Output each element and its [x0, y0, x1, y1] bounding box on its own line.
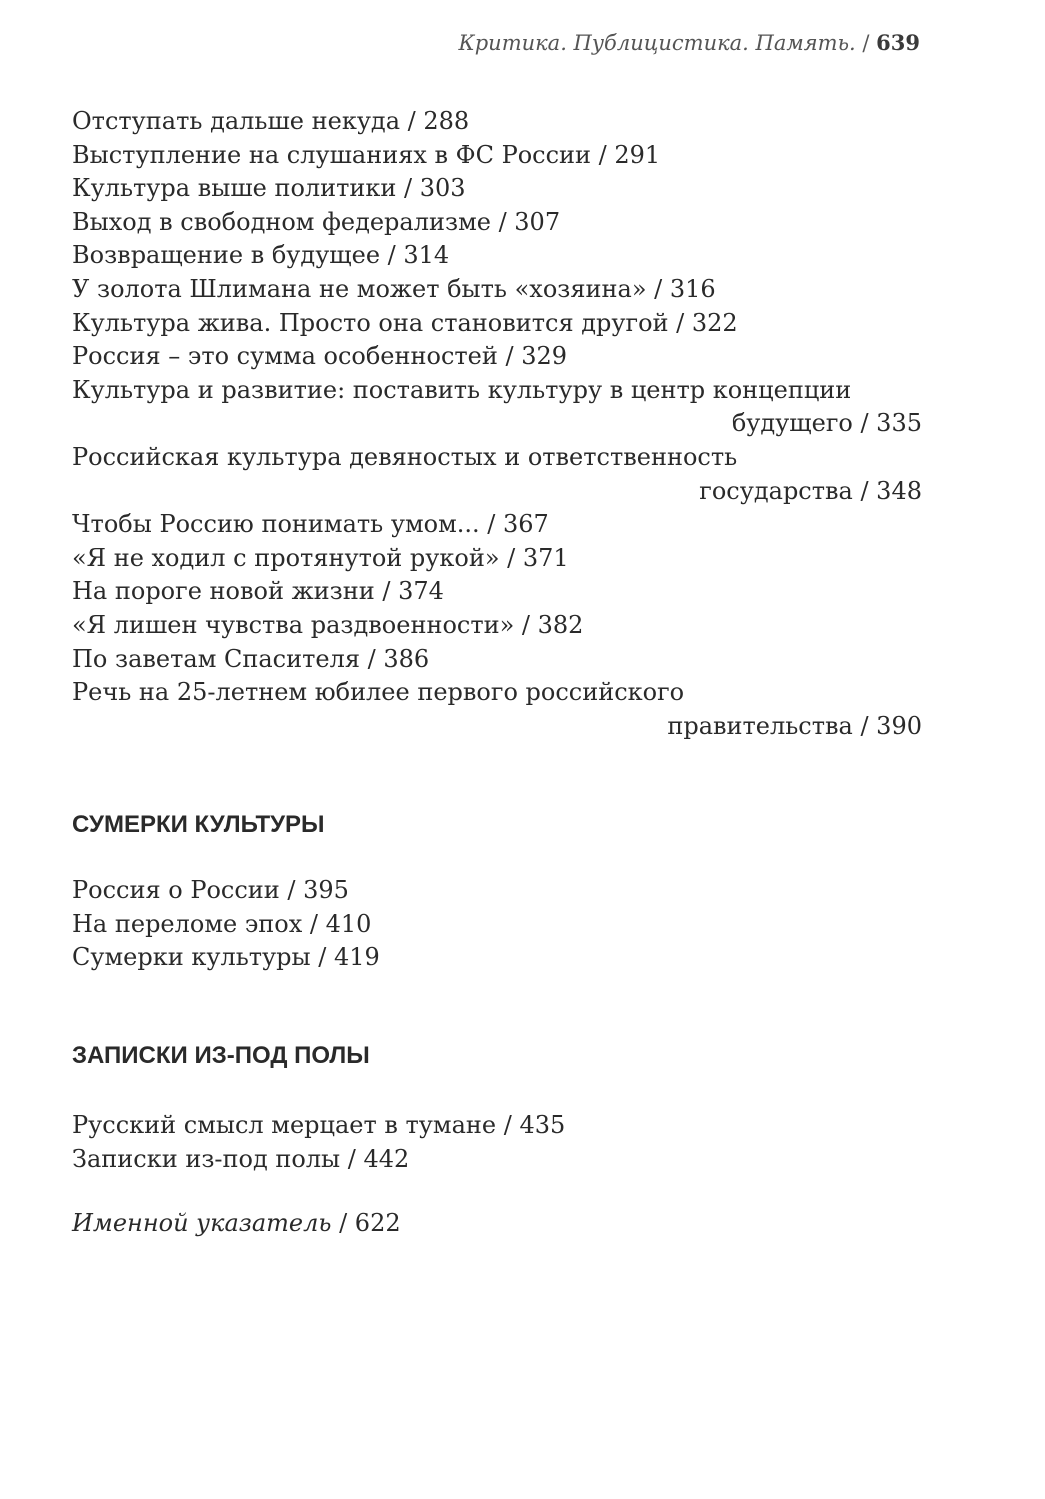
section-heading: СУМЕРКИ КУЛЬТУРЫ	[72, 811, 325, 838]
toc-entry: «Я не ходил с протянутой рукой» / 371	[72, 543, 569, 572]
toc-entry: Записки из-под полы / 442	[72, 1144, 410, 1173]
index-title: Именной указатель	[72, 1209, 332, 1237]
toc-entry: Возвращение в будущее / 314	[72, 241, 450, 270]
toc-entry-wrapped	[72, 441, 922, 508]
toc-entry: Сумерки культуры / 419	[72, 943, 380, 972]
section-heading: ЗАПИСКИ ИЗ-ПОД ПОЛЫ	[72, 1042, 370, 1069]
toc-entry: Выход в свободном федерализме / 307	[72, 207, 561, 236]
toc-entry: Россия – это сумма особенностей / 329	[72, 342, 568, 371]
toc-entry-title: Культура и развитие: поставить культуру в центр концепции	[72, 375, 852, 404]
toc-entry-continuation: государства / 348	[699, 476, 922, 505]
toc-list	[72, 105, 922, 743]
toc-entry-title: Российская культура девяностых и ответственность	[72, 442, 738, 471]
index-page: / 622	[331, 1209, 401, 1237]
toc-entry: На переломе эпох / 410	[72, 909, 372, 938]
running-header-separator: /	[855, 31, 877, 55]
toc-entry: Отступать дальше некуда / 288	[72, 107, 470, 135]
toc-entry: По заветам Спасителя / 386	[72, 644, 430, 673]
section-entries	[72, 1109, 565, 1176]
toc-entry: Выступление на слушаниях в ФС России / 291	[72, 140, 661, 169]
running-header	[458, 30, 920, 55]
toc-entry: Культура выше политики / 303	[72, 174, 466, 203]
toc-entry: «Я лишен чувства раздвоенности» / 382	[72, 610, 584, 639]
toc-entry-continuation: правительства / 390	[667, 711, 922, 740]
section-entries	[72, 874, 380, 975]
toc-entry: Россия о России / 395	[72, 876, 349, 904]
toc-entry-title: Речь на 25-летнем юбилее первого российского	[72, 678, 685, 707]
toc-entry: На пороге новой жизни / 374	[72, 577, 444, 606]
toc-entry: Культура жива. Просто она становится другой / 322	[72, 308, 738, 337]
toc-entry: У золота Шлимана не может быть «хозяина» / 316	[72, 274, 716, 303]
running-header-title: Критика. Публицистика. Память.	[458, 31, 856, 55]
toc-entry-wrapped	[72, 676, 922, 743]
toc-entry: Чтобы Россию понимать умом... / 367	[72, 510, 549, 539]
toc-entry: Русский смысл мерцает в тумане / 435	[72, 1111, 566, 1139]
page-number: 639	[876, 30, 920, 55]
toc-entry-wrapped	[72, 374, 922, 441]
toc-entry-continuation: будущего / 335	[731, 409, 922, 438]
index-entry	[72, 1209, 401, 1237]
